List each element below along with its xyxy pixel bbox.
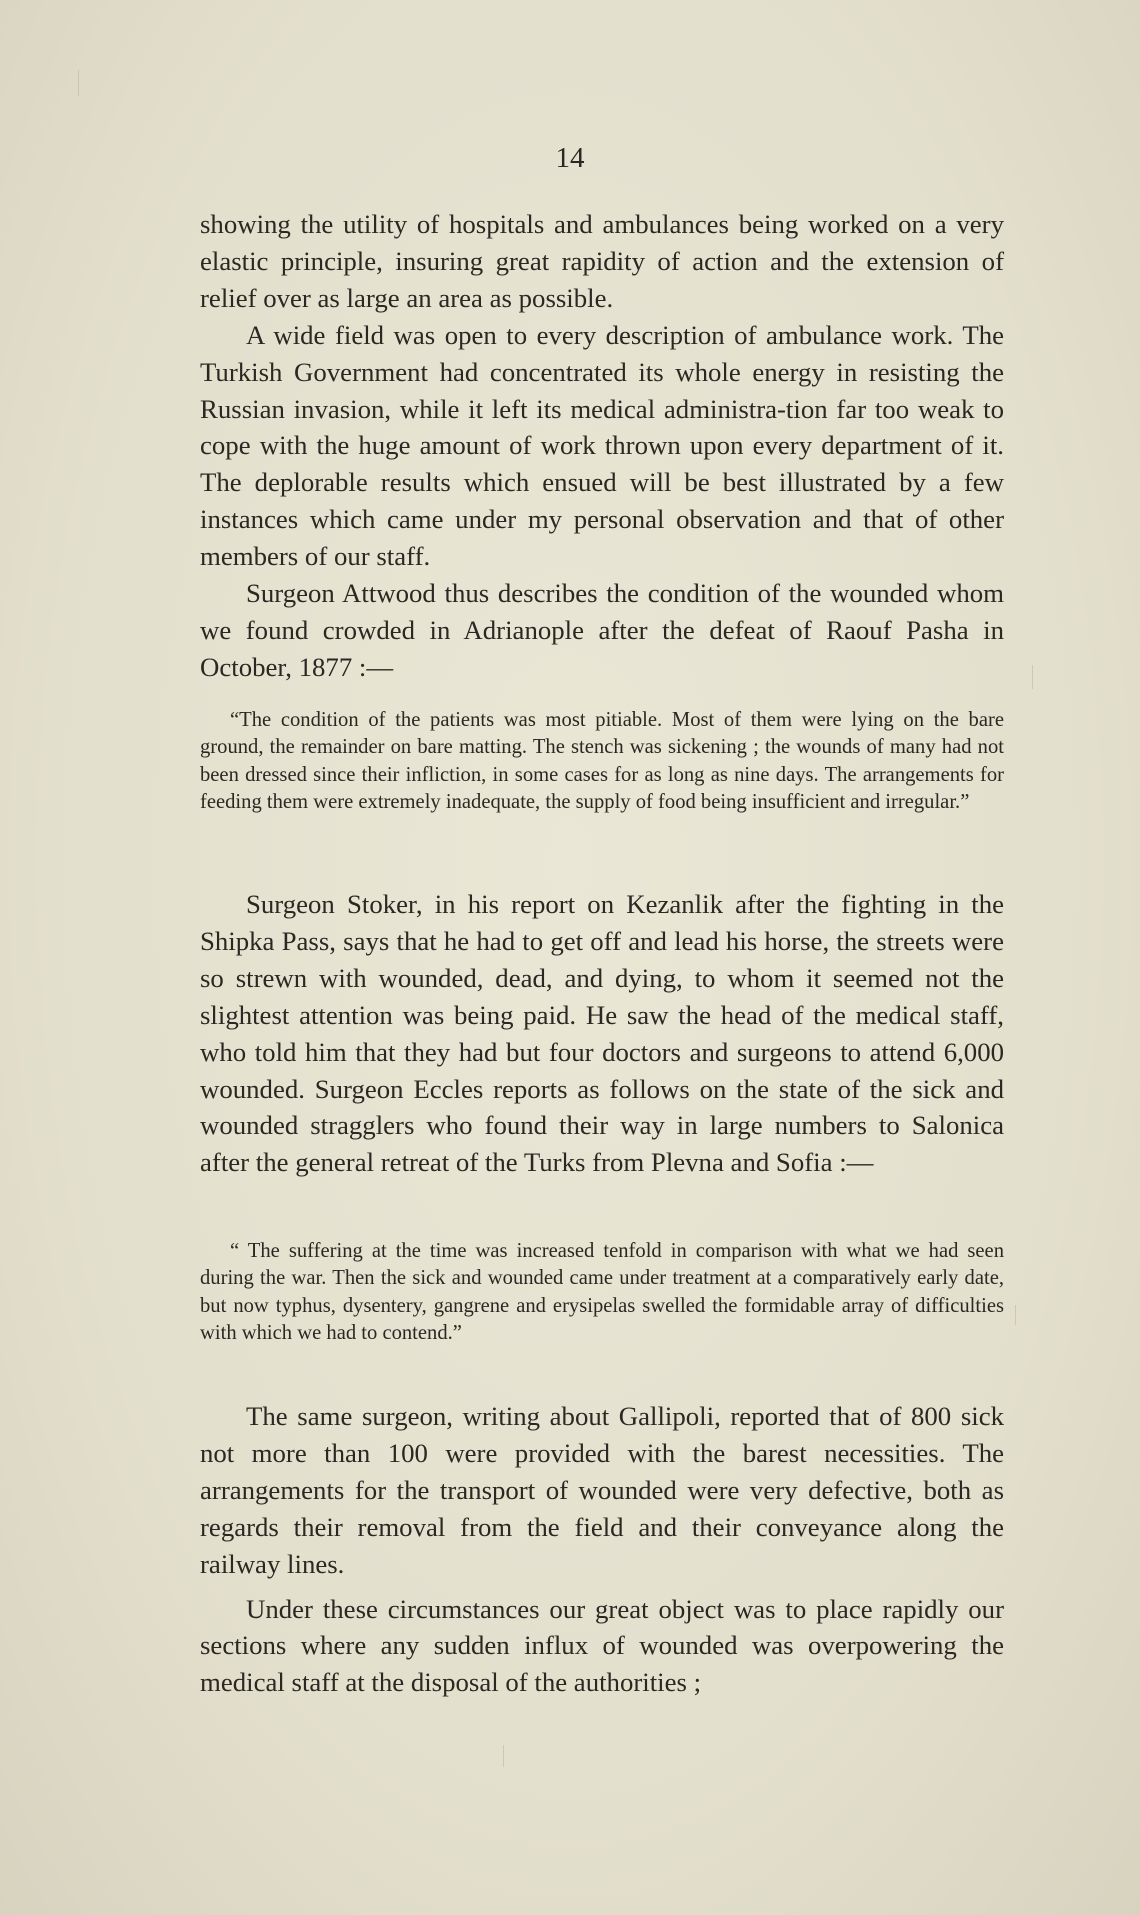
page-number: 14 (555, 142, 585, 174)
paper-speck (1032, 665, 1033, 689)
quote-attwood: “The condition of the patients was most pitiable. Most of them were lying on the bare ground, the remainder on bare matting. The stench was sickening ; the wounds of many had not been dressed since their infliction, in some cases for as long as nine days. The arrangements for feeding them were extremely inadequate, the supply of food being insufficient and irregular.” (200, 709, 1004, 814)
paragraph-attwood-intro: Surgeon Attwood thus describes the condition of the wounded whom we found crowded in Adrianople after the defeat of Raouf Pasha in October, 1877 :— (200, 578, 1004, 682)
paper-speck (503, 1745, 504, 1767)
text-block-bottom (200, 1398, 1004, 1701)
paragraph-gallipoli: The same surgeon, writing about Gallipoli, reported that of 800 sick not more than 100 were provided with the barest necessities. The arrangements for the transport of wounded were very defective, both as regards their removal from the field and their conveyance along the railway lines. (200, 1401, 1004, 1579)
text-block-top (200, 206, 1004, 686)
quote-block-eccles (200, 1238, 1004, 1348)
paragraph-ambulance-field: A wide field was open to every description of ambulance work. The Turkish Government had concentrated its whole energy in resisting the Russian invasion, while it left its medical administra-tion far too weak to cope with the huge amount of work thrown upon every department of it. The deplorable results which ensued will be best illustrated by a few instances which came under my personal observation and that of other members of our staff. (200, 319, 1004, 572)
text-block-middle (200, 886, 1004, 1181)
quote-eccles: “ The suffering at the time was increased tenfold in comparison with what we had seen during the war. Then the sick and wounded came under treatment at a comparatively early date, but now typhus, dysentery, gangrene and erysipelas swelled the formidable array of difficulties with which we had to contend.” (200, 1240, 1004, 1345)
paragraph-continuation: showing the utility of hospitals and ambulances being worked on a very elastic principle, insuring great rapidity of action and the extension of relief over as large an area as possible. (200, 209, 1004, 313)
paper-speck (78, 70, 79, 96)
quote-block-attwood (200, 707, 1004, 817)
paragraph-stoker-eccles: Surgeon Stoker, in his report on Kezanlik after the fighting in the Shipka Pass, says that he had to get off and lead his horse, the streets were so strewn with wounded, dead, and dying, to whom it seemed not the slightest attention was being paid. He saw the head of the medical staff, who told him that they had but four doctors and surgeons to attend 6,000 wounded. Surgeon Eccles reports as follows on the state of the sick and wounded stragglers who found their way in large numbers to Salonica after the general retreat of the Turks from Plevna and Sofia :— (200, 889, 1004, 1178)
paragraph-circumstances: Under these circumstances our great object was to place rapidly our sections where any sudden influx of wounded was overpowering the medical staff at the disposal of the authorities ; (200, 1593, 1004, 1698)
paper-speck (1015, 1305, 1016, 1325)
